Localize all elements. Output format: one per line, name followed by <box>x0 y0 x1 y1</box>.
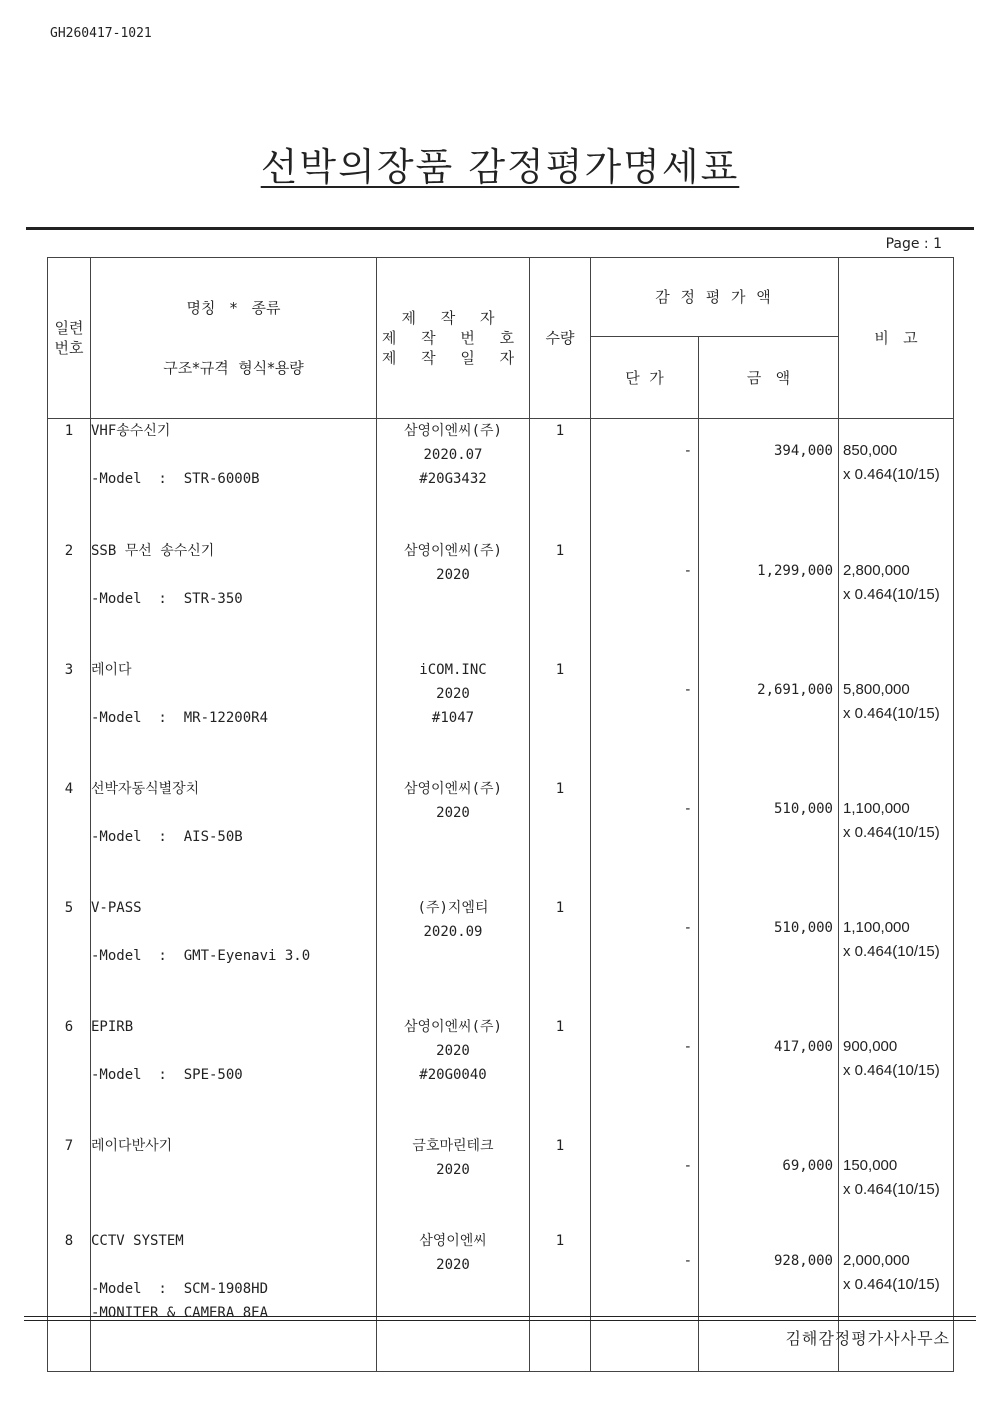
document-id: GH260417-1021 <box>50 26 152 41</box>
manufacturer-cell <box>377 658 530 777</box>
remarks-cell <box>839 419 954 539</box>
unit-price: - <box>591 777 699 896</box>
remark-factor: x 0.464(10/15) <box>843 466 940 483</box>
remarks-cell <box>839 539 954 658</box>
remark-factor: x 0.464(10/15) <box>843 1062 940 1080</box>
item-model: -Model : STR-350 <box>91 590 243 607</box>
remarks-cell <box>839 1229 954 1371</box>
item-model: -Model : SPE-500 <box>91 1067 243 1084</box>
row-number: 1 <box>48 419 91 539</box>
quantity: 1 <box>530 1134 591 1229</box>
item-name: V-PASS <box>91 900 142 916</box>
amount: 394,000 <box>699 419 839 539</box>
item-name: EPIRB <box>91 1019 134 1036</box>
header-unit-price: 단 가 <box>591 337 699 419</box>
item-model: -Model : GMT-Eyenavi 3.0 <box>91 948 311 964</box>
unit-price: - <box>591 658 699 777</box>
table-row <box>48 896 954 1015</box>
remark-base-price: 850,000 <box>843 442 898 459</box>
manufacturer-cell <box>377 1229 530 1371</box>
manufacture-date: 2020 <box>436 1162 470 1179</box>
manufacturer: 삼영이엔씨(주) <box>403 1019 502 1036</box>
amount: 2,691,000 <box>699 658 839 777</box>
quantity: 1 <box>530 896 591 1015</box>
unit-price: - <box>591 419 699 539</box>
remark-base-price: 1,100,000 <box>843 799 910 817</box>
header-mfr-line3: 제 작 일 자 <box>381 349 525 367</box>
header-mfr-line1: 제 작 자 <box>401 309 505 327</box>
manufacturer: (주)지엠티 <box>417 900 489 916</box>
remarks-cell <box>839 777 954 896</box>
manufacturer-cell <box>377 1134 530 1229</box>
amount: 510,000 <box>699 777 839 896</box>
remarks-cell <box>839 1134 954 1229</box>
item-name: 레이다반사기 <box>91 1138 173 1155</box>
item-name-cell <box>91 1229 377 1371</box>
table-row <box>48 1015 954 1134</box>
item-model: -Model : AIS-50B <box>91 828 243 845</box>
header-name <box>91 258 377 419</box>
remark-factor: x 0.464(10/15) <box>843 823 940 841</box>
header-name-line2: 구조*규격 형식*용량 <box>163 359 304 377</box>
bottom-rule-double <box>24 1320 976 1321</box>
header-serial <box>48 258 91 419</box>
unit-price: - <box>591 896 699 1015</box>
manufacturer-cell <box>377 539 530 658</box>
manufacture-date: 2020.09 <box>423 924 483 940</box>
header-amount: 금 액 <box>699 337 839 419</box>
manufacturer-cell <box>377 777 530 896</box>
serial-number: #20G0040 <box>419 1067 487 1084</box>
quantity: 1 <box>530 1015 591 1134</box>
serial-number: #20G3432 <box>419 471 487 487</box>
item-name-cell <box>91 777 377 896</box>
amount: 417,000 <box>699 1015 839 1134</box>
unit-price: - <box>591 1134 699 1229</box>
item-name-cell <box>91 1015 377 1134</box>
header-manufacturer <box>377 258 530 419</box>
remark-factor: x 0.464(10/15) <box>843 1276 940 1294</box>
item-name: 선박자동식별장치 <box>91 780 200 797</box>
remark-factor: x 0.464(10/15) <box>843 943 940 960</box>
item-name: CCTV SYSTEM <box>91 1233 184 1250</box>
header-name-line1: 명칭 * 종류 <box>186 299 281 317</box>
item-name-cell <box>91 896 377 1015</box>
remarks-cell <box>839 658 954 777</box>
unit-price: - <box>591 539 699 658</box>
quantity: 1 <box>530 1229 591 1371</box>
header-appraisal: 감 정 평 가 액 <box>591 258 839 337</box>
item-name-cell <box>91 1134 377 1229</box>
manufacturer-cell <box>377 896 530 1015</box>
header-remarks: 비 고 <box>839 258 954 419</box>
manufacture-date: 2020 <box>436 566 470 583</box>
item-name-cell <box>91 658 377 777</box>
item-name: VHF송수신기 <box>91 423 171 439</box>
remark-factor: x 0.464(10/15) <box>843 585 940 603</box>
row-number: 2 <box>48 539 91 658</box>
remark-base-price: 2,800,000 <box>843 561 910 579</box>
remark-base-price: 2,000,000 <box>843 1252 910 1270</box>
header-serial-line2: 번호 <box>54 339 84 357</box>
row-number: 5 <box>48 896 91 1015</box>
remarks-cell <box>839 1015 954 1134</box>
table-row <box>48 777 954 896</box>
quantity: 1 <box>530 539 591 658</box>
row-number: 3 <box>48 658 91 777</box>
manufacturer: 삼영이엔씨(주) <box>403 780 502 797</box>
header-mfr-line2: 제 작 번 호 <box>381 329 525 347</box>
remarks-cell <box>839 896 954 1015</box>
quantity: 1 <box>530 777 591 896</box>
page-number: Page : 1 <box>885 236 942 252</box>
amount: 510,000 <box>699 896 839 1015</box>
manufacturer: 삼영이엔씨(주) <box>403 542 502 559</box>
unit-price: - <box>591 1015 699 1134</box>
quantity: 1 <box>530 658 591 777</box>
table-row <box>48 1229 954 1371</box>
manufacture-date: 2020 <box>436 1257 470 1274</box>
page-title <box>0 136 1000 191</box>
manufacture-date: 2020.07 <box>423 447 483 463</box>
row-number: 4 <box>48 777 91 896</box>
remark-factor: x 0.464(10/15) <box>843 704 940 722</box>
item-model-extra: -MONITER & CAMERA 8EA <box>91 1305 269 1322</box>
unit-price: - <box>591 1229 699 1371</box>
item-name-cell <box>91 419 377 539</box>
table-row <box>48 539 954 658</box>
header-serial-line1: 일련 <box>54 319 84 337</box>
item-name-cell <box>91 539 377 658</box>
manufacturer: 삼영이엔씨 <box>419 1233 487 1250</box>
manufacturer: 금호마린테크 <box>412 1138 494 1155</box>
manufacturer: iCOM.INC <box>419 661 487 678</box>
table-row <box>48 1134 954 1229</box>
row-number: 6 <box>48 1015 91 1134</box>
remark-factor: x 0.464(10/15) <box>843 1181 940 1199</box>
item-name: 레이다 <box>91 661 132 678</box>
amount: 1,299,000 <box>699 539 839 658</box>
page-title-text: 선박의장품 감정평가명세표 <box>260 145 740 189</box>
manufacture-date: 2020 <box>436 685 470 702</box>
item-model: -Model : SCM-1908HD <box>91 1281 269 1298</box>
item-model: -Model : STR-6000B <box>91 471 260 487</box>
amount: 928,000 <box>699 1229 839 1371</box>
serial-number: #1047 <box>431 709 475 726</box>
remark-base-price: 150,000 <box>843 1157 898 1175</box>
row-number: 8 <box>48 1229 91 1371</box>
appraisal-table <box>47 257 954 1372</box>
quantity: 1 <box>530 419 591 539</box>
manufacturer: 삼영이엔씨(주) <box>403 423 502 439</box>
office-name: 김해감정평가사사무소 <box>785 1329 950 1348</box>
manufacture-date: 2020 <box>436 1043 470 1060</box>
row-number: 7 <box>48 1134 91 1229</box>
table-row <box>48 658 954 777</box>
top-rule <box>26 227 974 230</box>
remark-base-price: 1,100,000 <box>843 919 910 936</box>
amount: 69,000 <box>699 1134 839 1229</box>
manufacturer-cell <box>377 419 530 539</box>
item-model: -Model : MR-12200R4 <box>91 709 269 726</box>
bottom-rule <box>24 1316 976 1317</box>
remark-base-price: 900,000 <box>843 1038 898 1056</box>
header-quantity: 수량 <box>530 258 591 419</box>
item-name: SSB 무선 송수신기 <box>91 542 215 559</box>
manufacturer-cell <box>377 1015 530 1134</box>
manufacture-date: 2020 <box>436 804 470 821</box>
table-row <box>48 419 954 539</box>
remark-base-price: 5,800,000 <box>843 680 910 698</box>
